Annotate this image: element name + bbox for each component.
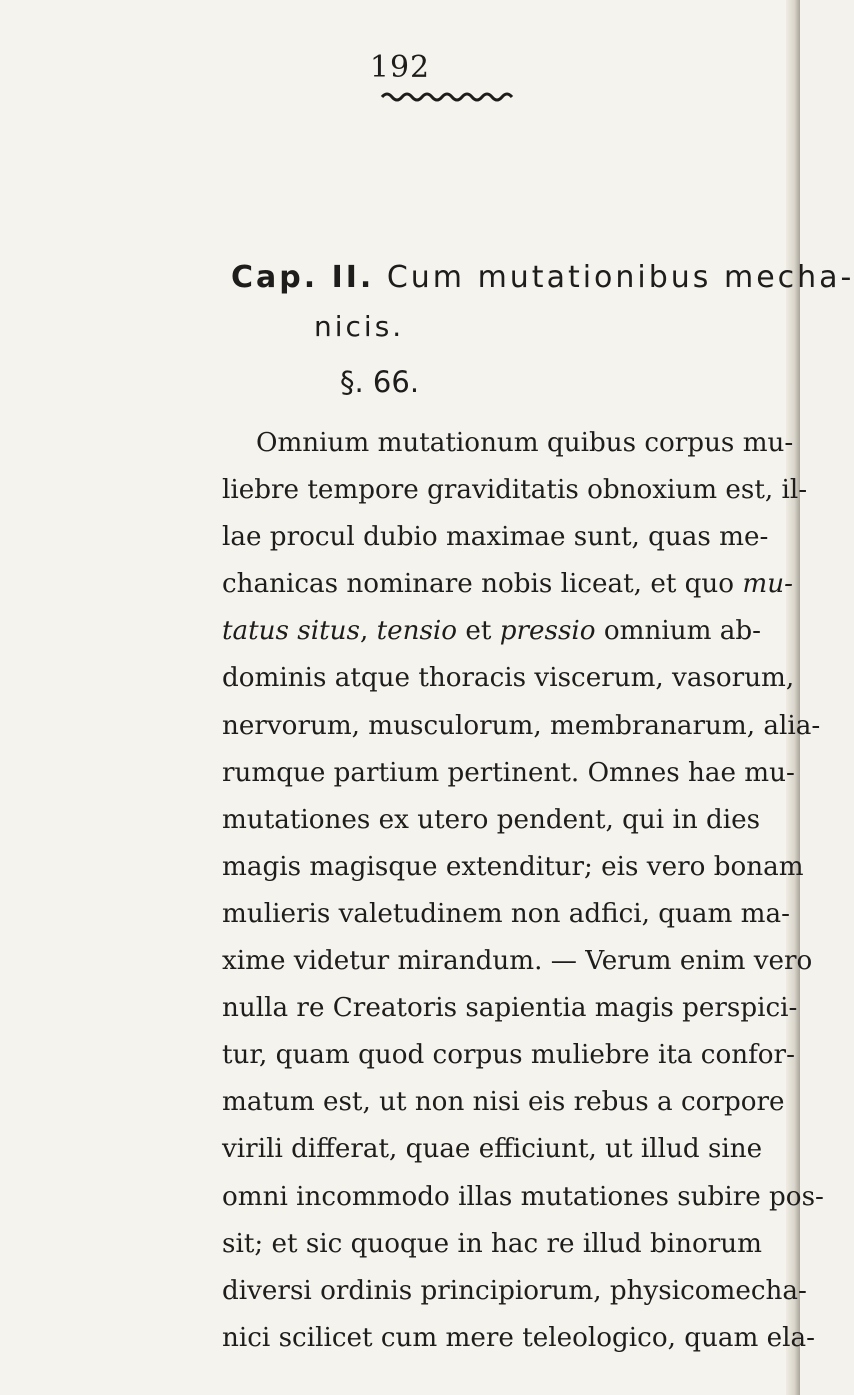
text-line (222, 514, 770, 561)
text-segment: mutationes ex utero pendent, qui in dies (222, 804, 761, 835)
body-paragraph (222, 420, 824, 1362)
text-line (222, 608, 770, 655)
text-segment: mulieris valetudinem non adfici, quam ma- (222, 898, 790, 929)
wavy-ornament-icon (380, 90, 512, 104)
text-segment: omnium ab- (595, 616, 761, 647)
text-segment: dominis atque thoracis viscerum, vasorum, (222, 663, 795, 694)
text-line (222, 891, 790, 938)
text-line (222, 797, 770, 844)
text-line (222, 655, 795, 702)
text-segment: , (359, 616, 377, 647)
text-line (222, 1268, 807, 1315)
text-segment: matum est, ut non nisi eis rebus a corpore (222, 1087, 785, 1118)
italic-term: tatus situs (222, 616, 360, 647)
text-segment: lae procul dubio maximae sunt, quas me- (222, 522, 769, 553)
italic-term: mu- (742, 569, 793, 600)
text-segment: xime videtur mirandum. — Verum enim vero (222, 946, 813, 977)
chapter-label: Cap. II. (231, 260, 375, 295)
text-line (222, 1315, 815, 1362)
text-segment: nervorum, musculorum, membranarum, alia- (222, 710, 821, 741)
text-segment: nici scilicet cum mere teleologico, quam ela- (222, 1322, 815, 1353)
text-line (222, 1126, 770, 1173)
text-segment: rumque partium pertinent. Omnes hae mu- (222, 757, 795, 788)
text-segment: magis magisque extenditur; eis vero bonam (222, 851, 804, 882)
chapter-heading (231, 260, 854, 295)
text-line (222, 844, 804, 891)
text-line (222, 703, 821, 750)
text-line (222, 1032, 795, 1079)
text-line (222, 985, 798, 1032)
text-line (222, 1174, 824, 1221)
text-segment: nulla re Creatoris sapientia magis perspici- (222, 993, 798, 1024)
section-number: §. 66. (340, 365, 420, 399)
text-segment: omni incommodo illas mutationes subire pos- (222, 1181, 824, 1212)
text-segment: liebre tempore graviditatis obnoxium est, il- (222, 475, 808, 506)
text-line (222, 1221, 770, 1268)
text-segment: sit; et sic quoque in hac re illud binorum (222, 1228, 762, 1259)
italic-term: pressio (499, 616, 596, 647)
text-line (222, 750, 795, 797)
text-segment: diversi ordinis principiorum, physicomecha- (222, 1275, 807, 1306)
text-segment: virili differat, quae efficiunt, ut illud sine (222, 1134, 763, 1165)
chapter-title-continued: nicis. (314, 310, 405, 343)
text-line (222, 420, 794, 467)
text-line (222, 1079, 785, 1126)
page-number: 192 (369, 50, 431, 85)
text-segment: Omnium mutationum quibus corpus mu- (256, 428, 794, 458)
text-line (222, 938, 813, 985)
text-line (222, 561, 793, 608)
text-segment: et (457, 616, 500, 647)
text-line (222, 467, 808, 514)
chapter-title: Cum mutationibus mecha- (386, 260, 854, 295)
text-segment: tur, quam quod corpus muliebre ita confor- (222, 1040, 795, 1071)
text-segment: chanicas nominare nobis liceat, et quo (222, 569, 743, 600)
italic-term: tensio (376, 616, 458, 647)
